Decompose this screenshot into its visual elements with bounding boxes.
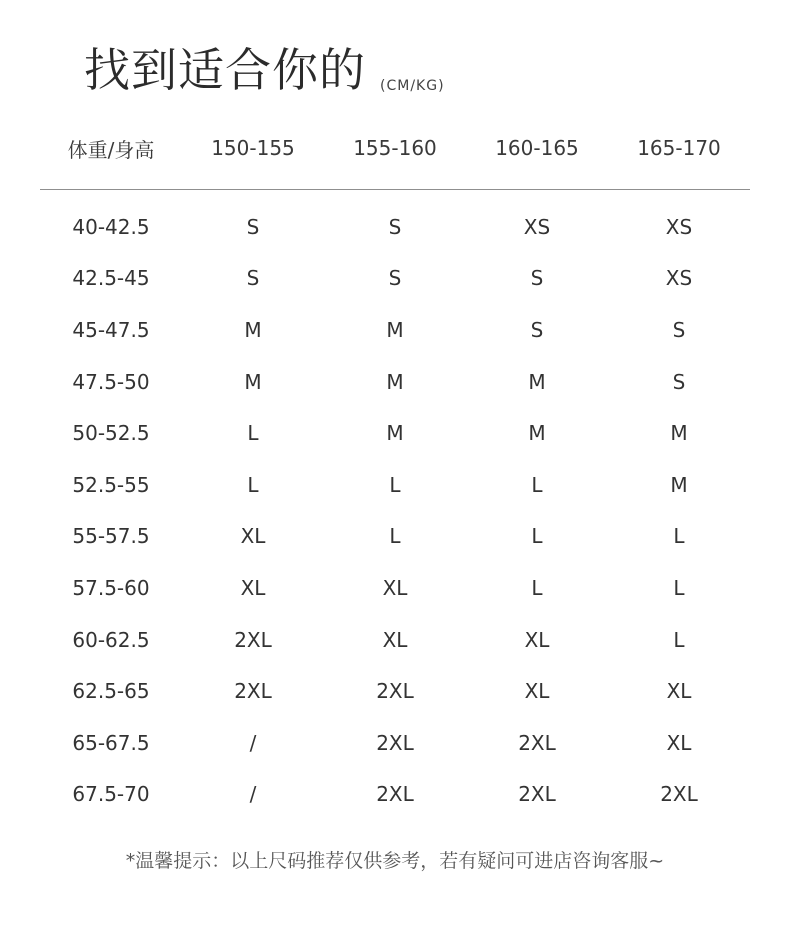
size-cell: L xyxy=(389,472,401,497)
size-cell: XL xyxy=(240,575,266,600)
table-row xyxy=(40,201,750,253)
size-cell: S xyxy=(530,317,544,342)
weight-cell: 62.5-65 xyxy=(72,679,150,704)
weight-cell: 65-67.5 xyxy=(72,730,150,755)
size-cell: M xyxy=(528,369,546,394)
size-cell: XL xyxy=(666,679,692,704)
title-row xyxy=(84,38,445,102)
weight-cell: 60-62.5 xyxy=(72,627,150,652)
size-cell: M xyxy=(528,421,546,446)
size-cell: S xyxy=(388,214,402,239)
size-cell: S xyxy=(246,266,260,291)
size-table-body xyxy=(40,201,750,820)
table-row xyxy=(40,769,750,821)
size-cell: / xyxy=(249,730,257,755)
size-cell: 2XL xyxy=(376,679,414,704)
size-cell: 2XL xyxy=(518,730,556,755)
size-cell: L xyxy=(247,421,259,446)
size-cell: L xyxy=(673,627,685,652)
table-row xyxy=(40,665,750,717)
size-cell: / xyxy=(249,782,257,807)
height-column-header: 155-160 xyxy=(353,136,437,160)
size-cell: XS xyxy=(665,214,693,239)
size-cell: L xyxy=(673,524,685,549)
weight-cell: 47.5-50 xyxy=(72,369,150,394)
size-cell: 2XL xyxy=(376,730,414,755)
size-cell: XL xyxy=(382,627,408,652)
size-cell: 2XL xyxy=(234,627,272,652)
size-cell: M xyxy=(386,369,404,394)
height-column-header: 160-165 xyxy=(495,136,579,160)
size-cell: XL xyxy=(240,524,266,549)
weight-cell: 42.5-45 xyxy=(72,266,150,291)
size-cell: S xyxy=(672,317,686,342)
size-cell: 2XL xyxy=(234,679,272,704)
size-cell: M xyxy=(386,317,404,342)
size-cell: 2XL xyxy=(518,782,556,807)
weight-cell: 45-47.5 xyxy=(72,317,150,342)
table-row xyxy=(40,614,750,666)
size-cell: XS xyxy=(665,266,693,291)
weight-cell: 67.5-70 xyxy=(72,782,150,807)
height-column-header: 165-170 xyxy=(637,136,721,160)
size-cell: L xyxy=(247,472,259,497)
size-cell: L xyxy=(531,524,543,549)
size-cell: M xyxy=(670,472,688,497)
table-row xyxy=(40,304,750,356)
size-cell: L xyxy=(531,472,543,497)
size-cell: S xyxy=(530,266,544,291)
size-cell: L xyxy=(673,575,685,600)
size-cell: 2XL xyxy=(376,782,414,807)
weight-cell: 40-42.5 xyxy=(72,214,150,239)
size-cell: M xyxy=(244,317,262,342)
size-cell: L xyxy=(389,524,401,549)
footnote: *温馨提示：以上尺码推荐仅供参考，若有疑问可进店咨询客服~ xyxy=(125,850,665,872)
size-cell: XL xyxy=(524,679,550,704)
size-cell: M xyxy=(386,421,404,446)
table-row xyxy=(40,459,750,511)
size-cell: XL xyxy=(524,627,550,652)
weight-cell: 57.5-60 xyxy=(72,575,150,600)
size-cell: 2XL xyxy=(660,782,698,807)
size-cell: XS xyxy=(523,214,551,239)
page-title: 找到适合你的 xyxy=(84,43,366,97)
size-cell: M xyxy=(670,421,688,446)
table-row xyxy=(40,253,750,305)
size-cell: XL xyxy=(382,575,408,600)
size-cell: S xyxy=(672,369,686,394)
weight-cell: 52.5-55 xyxy=(72,472,150,497)
table-row xyxy=(40,717,750,769)
size-cell: S xyxy=(246,214,260,239)
table-row xyxy=(40,511,750,563)
table-row xyxy=(40,356,750,408)
corner-label: 体重/身高 xyxy=(67,137,155,162)
weight-cell: 55-57.5 xyxy=(72,524,150,549)
table-header xyxy=(40,122,750,174)
height-column-header: 150-155 xyxy=(211,136,295,160)
size-cell: M xyxy=(244,369,262,394)
unit-label: (CM/KG) xyxy=(380,78,445,94)
header-divider xyxy=(40,189,750,190)
weight-cell: 50-52.5 xyxy=(72,421,150,446)
table-row xyxy=(40,407,750,459)
size-cell: S xyxy=(388,266,402,291)
table-row xyxy=(40,562,750,614)
size-cell: XL xyxy=(666,730,692,755)
size-cell: L xyxy=(531,575,543,600)
